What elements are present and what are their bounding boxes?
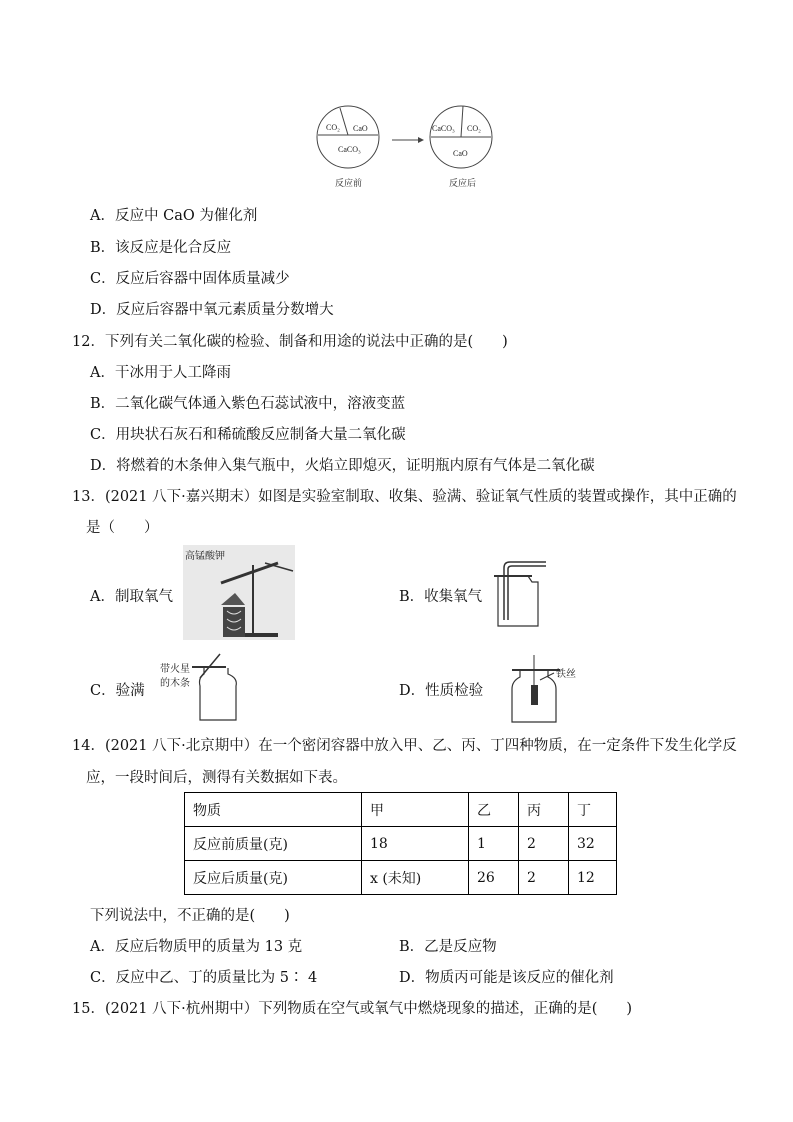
table-cell: 18 (362, 827, 469, 861)
table-cell: 32 (569, 827, 617, 861)
table-cell: 乙 (469, 793, 519, 827)
after-caption: 反应后 (449, 178, 477, 188)
glowing-splint-label-2: 的木条 (160, 678, 190, 689)
q14-option-c: C．反应中乙、丁的质量比为 5∶ 4 (90, 970, 318, 986)
before-co2-label: CO₂ (326, 123, 340, 132)
q13-option-c: C．验满 (90, 683, 145, 699)
q13-stem-line1: 13．(2021 八下·嘉兴期末）如图是实验室制取、收集、验满、验证氧气性质的装置或操作，其中正确的 (72, 489, 737, 505)
table-cell: 反应前质量(克) (185, 827, 362, 861)
table-cell: 26 (469, 861, 519, 895)
table-cell: 丙 (519, 793, 569, 827)
q12-option-a: A．干冰用于人工降雨 (90, 365, 231, 381)
q14-stem-line1: 14．(2021 八下·北京期中）在一个密闭容器中放入甲、乙、丙、丁四种物质，在一定条件下发生化学反 (72, 738, 737, 754)
q11-option-a: A．反应中 CaO 为催化剂 (90, 208, 258, 224)
apparatus-c-check-full-image (158, 650, 248, 725)
q13-option-a: A．制取氧气 (90, 589, 173, 605)
table-cell: x (未知) (362, 861, 469, 895)
table-cell: 反应后质量(克) (185, 861, 362, 895)
mass-data-table (184, 792, 617, 895)
q12-option-b: B．二氧化碳气体通入紫色石蕊试液中，溶液变蓝 (90, 396, 406, 412)
table-cell: 2 (519, 827, 569, 861)
q13-option-d: D．性质检验 (399, 683, 484, 699)
q13-stem-line2: 是（ ） (86, 520, 159, 536)
after-cao-label: CaO (453, 149, 468, 158)
q11-option-d: D．反应后容器中氧元素质量分数增大 (90, 302, 334, 318)
after-co2-label: CO₂ (467, 124, 481, 133)
table-row (185, 861, 617, 895)
table-cell: 1 (469, 827, 519, 861)
table-cell: 2 (519, 861, 569, 895)
before-caption: 反应前 (335, 178, 363, 188)
table-cell: 12 (569, 861, 617, 895)
table-row (185, 827, 617, 861)
q13-option-b: B．收集氧气 (399, 589, 483, 605)
q11-option-b: B．该反应是化合反应 (90, 240, 232, 256)
apparatus-d-property-image (500, 655, 590, 725)
after-caco3-label: CaCO₃ (432, 124, 455, 133)
before-cao-label: CaO (353, 124, 368, 133)
q14-option-d: D．物质丙可能是该反应的催化剂 (399, 970, 614, 986)
apparatus-a-heating-image (183, 545, 295, 640)
glowing-splint-label-1: 带火星 (160, 664, 190, 675)
q14-option-a: A．反应后物质甲的质量为 13 克 (90, 939, 303, 955)
table-cell: 丁 (569, 793, 617, 827)
table-header-row (185, 793, 617, 827)
table-cell: 物质 (185, 793, 362, 827)
potassium-permanganate-label: 高锰酸钾 (185, 551, 225, 562)
q14-stem-line2: 应，一段时间后，测得有关数据如下表。 (86, 770, 347, 786)
q15-stem: 15．(2021 八下·杭州期中）下列物质在空气或氧气中燃烧现象的描述，正确的是( ) (72, 1001, 633, 1017)
iron-wire-label: 铁丝 (556, 669, 576, 680)
q14-option-b: B．乙是反应物 (399, 939, 497, 955)
q11-option-c: C．反应后容器中固体质量减少 (90, 271, 290, 287)
q12-stem: 12．下列有关二氧化碳的检验、制备和用途的说法中正确的是( ) (72, 334, 508, 350)
q12-option-c: C．用块状石灰石和稀硫酸反应制备大量二氧化碳 (90, 427, 406, 443)
q14-question: 下列说法中，不正确的是( ) (90, 908, 290, 924)
table-cell: 甲 (362, 793, 469, 827)
reaction-pie-diagram (310, 100, 510, 195)
before-caco3-label: CaCO₃ (338, 145, 361, 154)
q12-option-d: D．将燃着的木条伸入集气瓶中，火焰立即熄灭，证明瓶内原有气体是二氧化碳 (90, 458, 595, 474)
apparatus-b-collect-image (488, 560, 550, 630)
